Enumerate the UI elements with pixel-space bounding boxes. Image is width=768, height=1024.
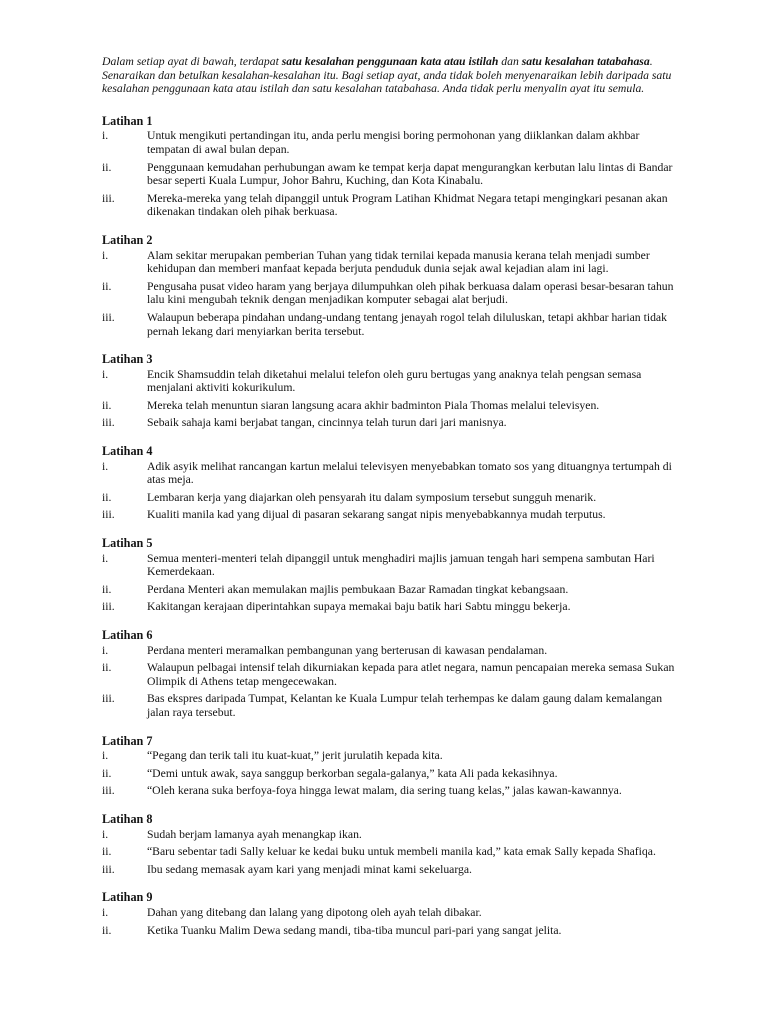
sentence-item (102, 491, 684, 505)
sentence-text: “Pegang dan terik tali itu kuat-kuat,” jerit jurulatih kepada kita. (147, 749, 443, 763)
sentence-item (102, 600, 684, 614)
item-number: iii. (102, 600, 115, 614)
sentence-text: Alam sekitar merupakan pemberian Tuhan yang tidak ternilai kepada manusia kerana telah menjadi sumber kehidupan dan memberi manfaat kepada berjuta penduduk dunia sejak awal kejadian alam ini lagi. (147, 248, 650, 276)
item-number: iii. (102, 191, 115, 205)
sentence-item (102, 280, 684, 307)
sentence-item (102, 161, 684, 188)
item-number: ii. (102, 490, 112, 504)
item-number: ii. (102, 398, 112, 412)
item-number: i. (102, 459, 109, 473)
sentence-text: Pengusaha pusat video haram yang berjaya dilumpuhkan oleh pihak berkuasa dalam operasi besar-besaran tahun lalu kini mengubah teknik dengan menjadikan komputer sebagai alat berjudi. (147, 279, 674, 307)
exercise-section (102, 735, 684, 798)
sentence-text: Penggunaan kemudahan perhubungan awam ke tempat kerja dapat mengurangkan kerbutan lalu lintas di Bandar besar seperti Kuala Lumpur, Johor Bahru, Kuching, dan Kota Kinabalu. (147, 160, 673, 188)
sentence-item (102, 692, 684, 719)
intro-bold-2: satu kesalahan tatabahasa (521, 55, 650, 68)
item-number: i. (102, 827, 109, 841)
sentence-text: Ketika Tuanku Malim Dewa sedang mandi, tiba-tiba muncul pari-pari yang sangat jelita. (147, 923, 562, 937)
item-number: i. (102, 367, 109, 381)
intro-text-1: Dalam setiap ayat di bawah, terdapat (102, 55, 282, 68)
sentence-text: Encik Shamsuddin telah diketahui melalui telefon oleh guru bertugas yang anaknya telah pengsan semasa menjalani aktiviti kokurikulum. (147, 367, 642, 395)
sentence-item (102, 192, 684, 219)
item-number: i. (102, 749, 109, 763)
sentence-text: Bas ekspres daripada Tumpat, Kelantan ke Kuala Lumpur telah terhempas ke dalam gaung dalam kemalangan jalan raya tersebut. (147, 692, 663, 719)
exercise-sections (102, 115, 684, 937)
item-number: iii. (102, 508, 115, 522)
item-number: ii. (102, 582, 112, 596)
exercise-section (102, 353, 684, 430)
sentence-item (102, 416, 684, 430)
sentence-text: “Baru sebentar tadi Sally keluar ke kedai buku untuk membeli manila kad,” kata emak Sally kepada Shafiqa. (147, 845, 656, 859)
exercise-heading: Latihan 7 (102, 733, 153, 748)
item-number: iii. (102, 310, 115, 324)
sentence-item (102, 583, 684, 597)
exercise-section (102, 445, 684, 522)
item-number: iii. (102, 692, 115, 706)
intro-text-2: dan (498, 55, 522, 68)
sentence-item (102, 906, 684, 920)
sentence-item (102, 508, 684, 522)
sentence-item (102, 129, 684, 156)
sentence-text: “Oleh kerana suka berfoya-foya hingga lewat malam, dia sering tuang kelas,” jalas kawan-kawannya. (147, 784, 622, 798)
sentence-text: “Demi untuk awak, saya sanggup berkorban segala-galanya,” kata Ali pada kekasihnya. (147, 766, 558, 780)
sentence-text: Walaupun pelbagai intensif telah dikurniakan kepada para atlet negara, namun pencapaian mereka semasa Sukan Olimpik di Athens tetap mengecewakan. (147, 661, 675, 688)
exercise-heading: Latihan 2 (102, 232, 153, 247)
sentence-item (102, 924, 684, 938)
sentence-text: Kakitangan kerajaan diperintahkan supaya memakai baju batik hari Sabtu minggu bekerja. (147, 600, 571, 614)
exercise-heading: Latihan 5 (102, 536, 153, 551)
sentence-text: Mereka telah menuntun siaran langsung acara akhir badminton Piala Thomas melalui televisyen. (147, 398, 600, 412)
instructions-paragraph (102, 55, 684, 96)
sentence-text: Lembaran kerja yang diajarkan oleh pensyarah itu dalam symposium tersebut sungguh menarik. (147, 490, 597, 504)
exercise-section (102, 629, 684, 720)
sentence-item (102, 644, 684, 658)
sentence-item (102, 828, 684, 842)
sentence-item (102, 845, 684, 859)
exercise-heading: Latihan 3 (102, 352, 153, 367)
sentence-item (102, 552, 684, 579)
exercise-section (102, 813, 684, 876)
item-number: ii. (102, 845, 112, 859)
sentence-text: Ibu sedang memasak ayam kari yang menjadi minat kami sekeluarga. (147, 862, 472, 876)
sentence-text: Sebaik sahaja kami berjabat tangan, cincinnya telah turun dari jari manisnya. (147, 416, 507, 430)
item-number: ii. (102, 766, 112, 780)
item-number: i. (102, 129, 109, 143)
item-number: i. (102, 643, 109, 657)
sentence-item (102, 767, 684, 781)
intro-bold-1: satu kesalahan penggunaan kata atau istilah (281, 55, 499, 68)
sentence-item (102, 399, 684, 413)
sentence-item (102, 863, 684, 877)
intro-text-3: . Senaraikan dan betulkan kesalahan-kesalahan itu. Bagi setiap ayat, anda tidak boleh menyenaraikan lebih daripada satu kesalahan penggunaan kata atau istilah dan satu kesalahan tatabahasa. Anda tidak perlu menyalin ayat itu semula. (102, 55, 672, 96)
document-page (102, 55, 684, 952)
exercise-section (102, 115, 684, 219)
sentence-item (102, 368, 684, 395)
item-number: i. (102, 248, 109, 262)
sentence-text: Perdana menteri meramalkan pembangunan yang berterusan di kawasan pendalaman. (147, 643, 548, 657)
sentence-item (102, 460, 684, 487)
exercise-heading: Latihan 1 (102, 113, 153, 128)
sentence-item (102, 311, 684, 338)
exercise-section (102, 234, 684, 338)
sentence-text: Semua menteri-menteri telah dipanggil untuk menghadiri majlis jamuan tengah hari sempena sambutan Hari Kemerdekaan. (147, 551, 655, 579)
item-number: ii. (102, 279, 112, 293)
sentence-text: Walaupun beberapa pindahan undang-undang tentang jenayah rogol telah diluluskan, tetapi akhbar harian tidak pernah lekang dari menyiarkan berita tersebut. (147, 310, 667, 338)
sentence-text: Mereka-mereka yang telah dipanggil untuk Program Latihan Khidmat Negara tetapi mengingkari pesanan akan dikenakan tindakan oleh pihak berkuasa. (147, 191, 668, 219)
sentence-text: Adik asyik melihat rancangan kartun melalui televisyen menyebabkan tomato sos yang dituangnya tertumpah di atas meja. (147, 459, 672, 487)
exercise-section (102, 891, 684, 937)
item-number: iii. (102, 784, 115, 798)
item-number: i. (102, 551, 109, 565)
exercise-heading: Latihan 8 (102, 811, 153, 826)
exercise-heading: Latihan 9 (102, 890, 153, 905)
item-number: i. (102, 905, 109, 919)
exercise-section (102, 537, 684, 614)
item-number: ii. (102, 160, 112, 174)
sentence-item (102, 661, 684, 688)
sentence-text: Perdana Menteri akan memulakan majlis pembukaan Bazar Ramadan tingkat kebangsaan. (147, 582, 569, 596)
sentence-text: Kualiti manila kad yang dijual di pasaran sekarang sangat nipis menyebabkannya mudah terputus. (147, 508, 606, 522)
sentence-text: Sudah berjam lamanya ayah menangkap ikan. (147, 827, 362, 841)
item-number: ii. (102, 661, 112, 675)
sentence-item (102, 749, 684, 763)
item-number: iii. (102, 416, 115, 430)
sentence-text: Dahan yang ditebang dan lalang yang dipotong oleh ayah telah dibakar. (147, 905, 482, 919)
sentence-item (102, 784, 684, 798)
exercise-heading: Latihan 6 (102, 628, 153, 642)
sentence-item (102, 249, 684, 276)
item-number: ii. (102, 923, 112, 937)
exercise-heading: Latihan 4 (102, 444, 153, 459)
item-number: iii. (102, 862, 115, 876)
sentence-text: Untuk mengikuti pertandingan itu, anda perlu mengisi boring permohonan yang diiklankan dalam akhbar tempatan di awal bulan depan. (147, 129, 640, 156)
